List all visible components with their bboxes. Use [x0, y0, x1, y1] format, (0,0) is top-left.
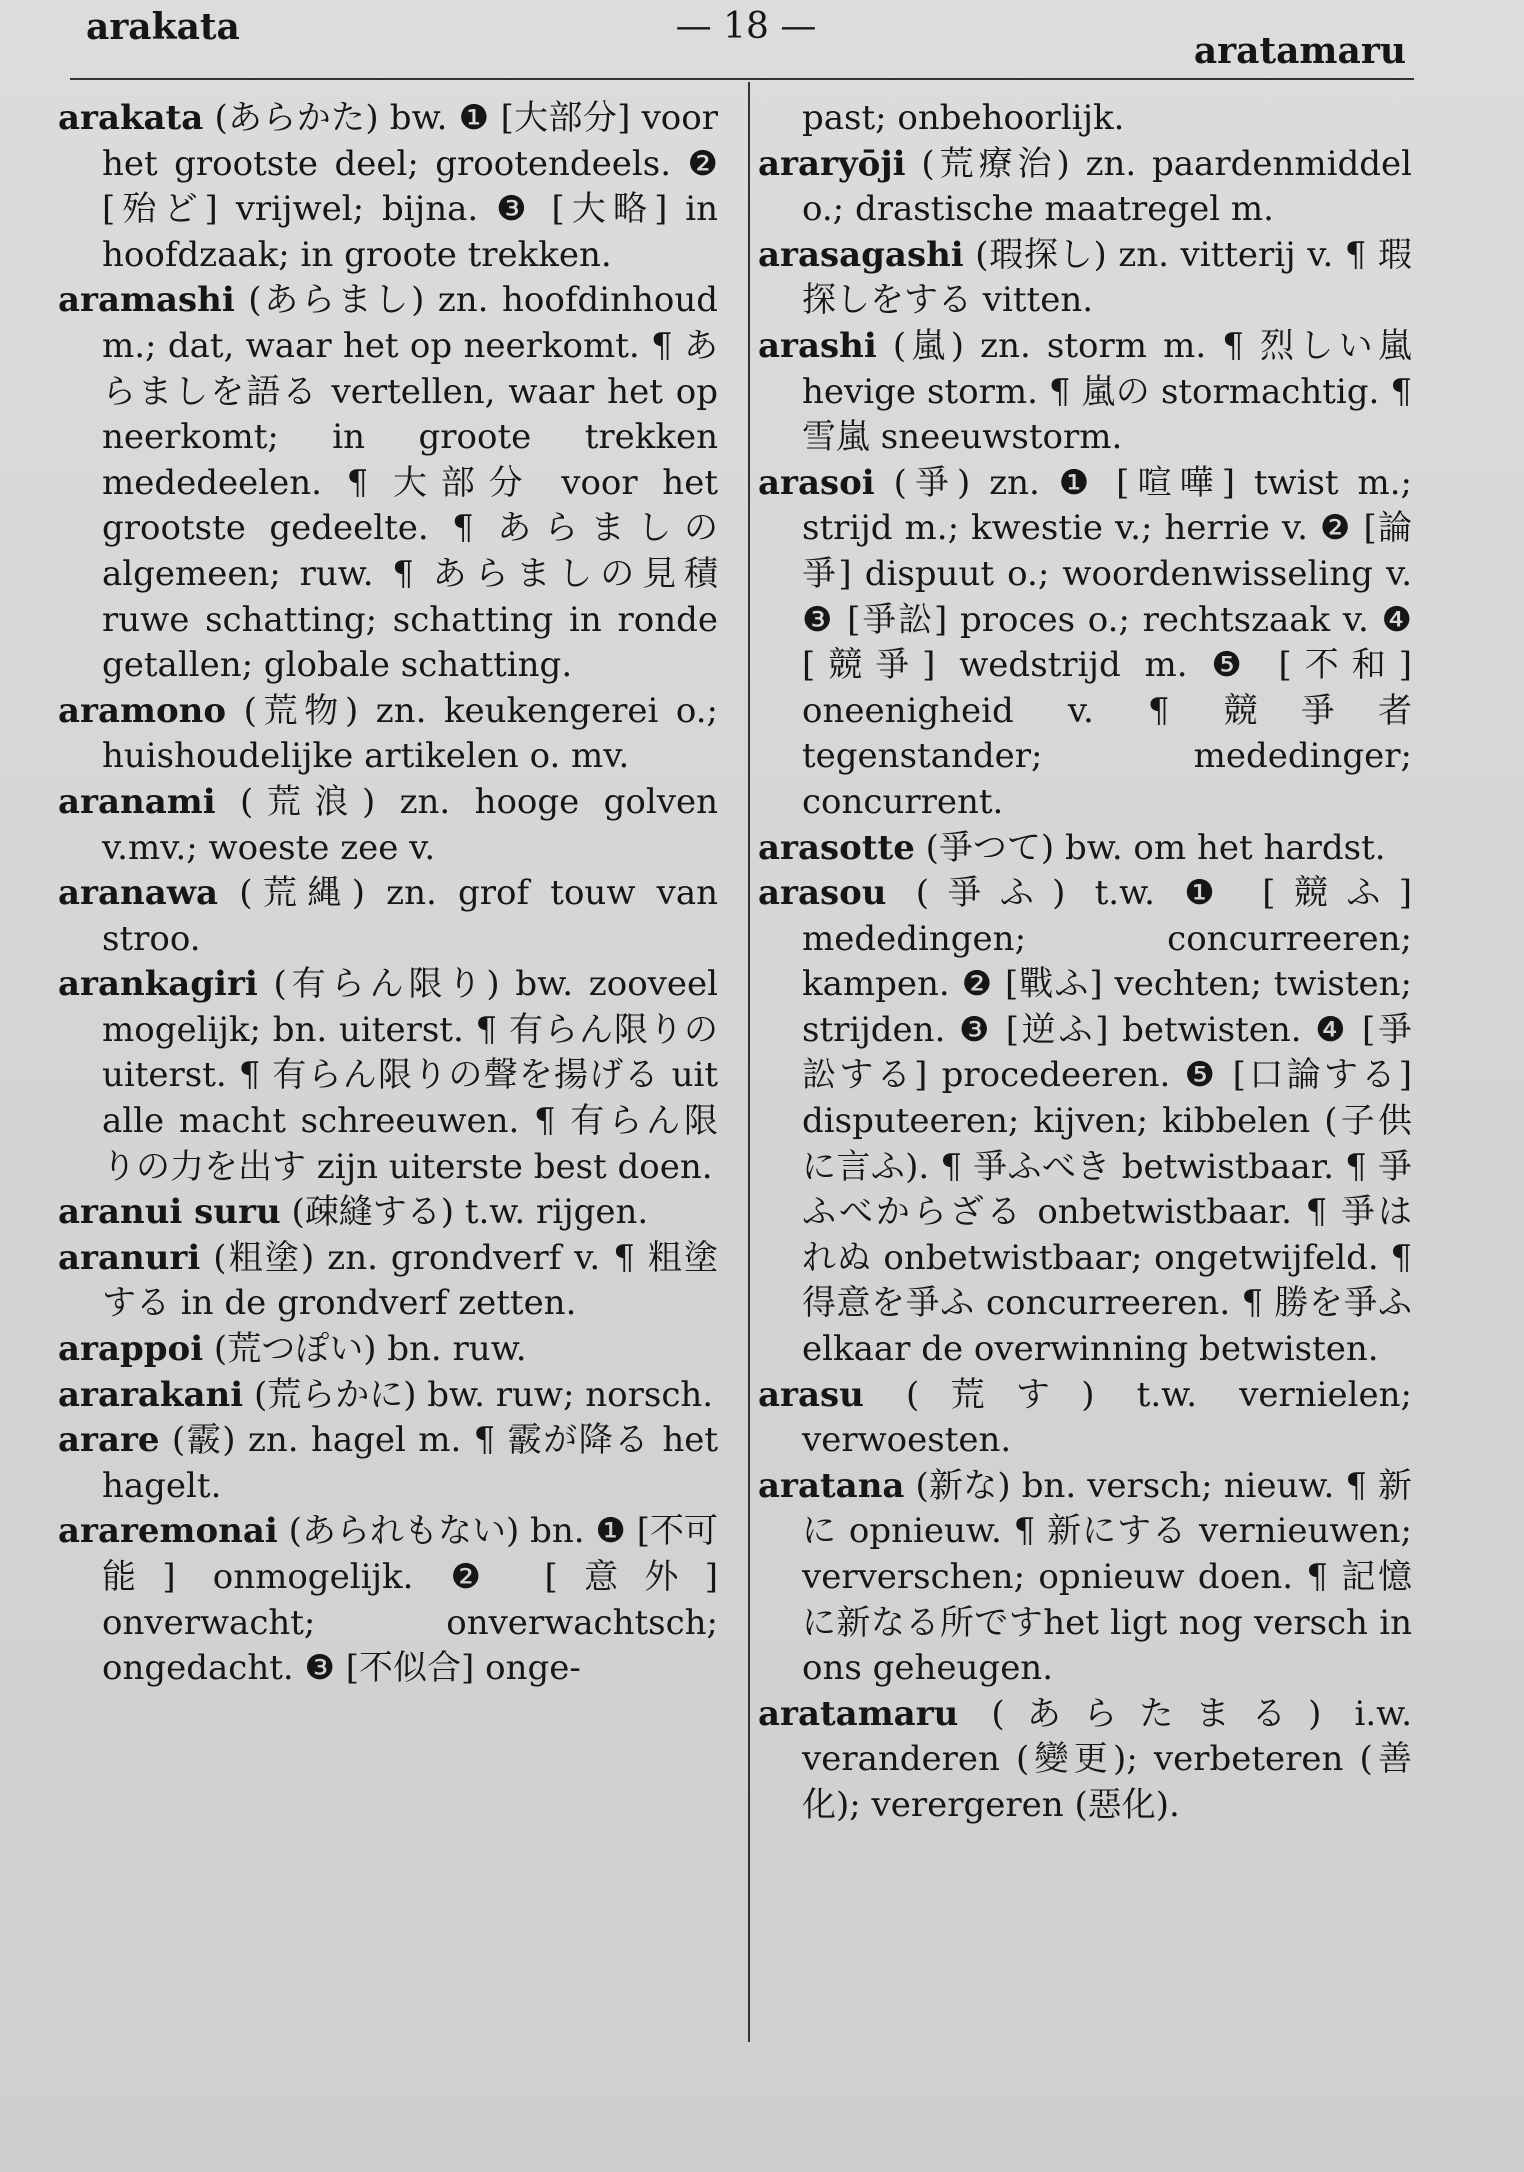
dictionary-entry	[58, 871, 718, 962]
entry-headword: aratamaru	[758, 1693, 959, 1734]
entry-definition: (荒す) t.w. vernielen; verwoesten.	[802, 1374, 1412, 1461]
entry-headword: arakata	[58, 98, 204, 138]
entry-definition: (あらたまる) i.w. veranderen (變更); verbeteren (善化); verergeren (惡化).	[802, 1693, 1412, 1825]
entry-definition: (荒療治) zn. paardenmiddel o.; drastische maatregel m.	[802, 143, 1412, 230]
dictionary-entry-continuation	[758, 96, 1412, 142]
dictionary-entry	[758, 324, 1412, 461]
dictionary-entry	[758, 1692, 1412, 1829]
dictionary-entry	[58, 1373, 718, 1419]
dictionary-entry	[58, 278, 718, 688]
entry-definition: (疎縫する) t.w. rijgen.	[280, 1192, 649, 1233]
entry-headword: aratana	[758, 1465, 905, 1506]
entry-headword: araryōji	[758, 143, 906, 184]
entry-headword: arasoi	[758, 462, 875, 503]
entry-definition: (あらまし) zn. hoofdinhoud m.; dat, waar het op neerkomt. ¶ あらましを語る vertellen, waar het op neerkomt; in groote trekken mededeelen. ¶ 大部分 voor het grootste gedeelte. ¶ あらましの algemeen; ruw. ¶ あらましの見積 ruwe schatting; schatting in ronde getallen; globale schatting.	[102, 280, 718, 686]
entry-definition: (荒縄) zn. grof touw van stroo.	[102, 873, 718, 959]
entry-headword: aramashi	[58, 280, 235, 321]
dictionary-entry	[758, 871, 1412, 1373]
entry-headword: arankagiri	[58, 964, 258, 1005]
page-header	[86, 6, 1406, 86]
entry-definition: (荒らかに) bw. ruw; norsch.	[243, 1374, 714, 1415]
dictionary-entry	[58, 689, 718, 780]
dictionary-entry	[58, 1190, 718, 1236]
column-divider	[748, 82, 750, 2042]
entry-headword: arashi	[758, 325, 877, 366]
entry-headword: arare	[58, 1420, 160, 1461]
entry-definition: (あらかた) bw. ❶ [大部分] voor het grootste deel; grootendeels. ❷ [殆ど] vrijwel; bijna. ❸ [大略] in hoofdzaak; in groote trekken.	[102, 98, 718, 275]
dictionary-entry	[58, 1418, 718, 1509]
entry-headword: arasagashi	[758, 234, 964, 275]
left-column	[58, 96, 718, 1692]
dictionary-entry	[758, 826, 1412, 872]
entry-headword: aranami	[58, 781, 216, 822]
dictionary-entry	[58, 1236, 718, 1327]
entry-headword: arasu	[758, 1374, 864, 1415]
entry-headword: arasou	[758, 873, 887, 914]
dictionary-entry	[758, 461, 1412, 826]
entry-headword: aramono	[58, 690, 227, 731]
entry-definition: (爭ふ) t.w. ❶ [競ふ] mededingen; concurreeren; kampen. ❷ [戰ふ] vechten; twisten; strijden. ❸ [逆ふ] betwisten. ❹ [爭訟する] procedeeren. ❺ [口論する] disputeeren; kijven; kibbelen (子供に言ふ). ¶ 爭ふべき betwistbaar. ¶ 爭ふべからざる onbetwistbaar. ¶ 爭はれぬ onbetwistbaar; ongetwijfeld. ¶ 得意を爭ふ concurreeren. ¶ 勝を爭ふ elkaar de overwinning betwisten.	[802, 873, 1412, 1370]
entry-headword: aranuri	[58, 1237, 201, 1278]
entry-definition: (あられもない) bn. ❶ [不可能] onmogelijk. ❷ [意外] onverwacht; onverwachtsch; ongedacht. ❸ [不似合] onge-	[102, 1511, 718, 1689]
entry-headword: ararakani	[58, 1374, 244, 1415]
entry-headword: aranawa	[58, 873, 219, 914]
entry-definition: (爭) zn. ❶ [喧嘩] twist m.; strijd m.; kwestie v.; herrie v. ❷ [論爭] dispuut o.; woordenwisseling v. ❸ [爭訟] proces o.; rechtszaak v. ❹ [競爭] wedstrijd m. ❺ [不和] oneenigheid v. ¶ 競爭者 tegenstander; mededinger; concurrent.	[802, 462, 1412, 822]
dictionary-entry	[758, 233, 1412, 324]
entry-definition: past; onbehoorlijk.	[802, 98, 1125, 138]
dictionary-entry	[758, 1373, 1412, 1464]
entry-headword: arappoi	[58, 1329, 204, 1370]
entry-definition: (荒浪) zn. hooge golven v.mv.; woeste zee v.	[102, 781, 718, 868]
entry-headword: arasotte	[758, 827, 915, 868]
dictionary-entry	[58, 780, 718, 871]
entry-headword: araremonai	[58, 1511, 278, 1552]
entry-definition: (荒物) zn. keukengerei o.; huishoudelijke artikelen o. mv.	[102, 690, 718, 777]
right-column	[758, 96, 1412, 1829]
dictionary-entry	[758, 1464, 1412, 1692]
entry-definition: (新な) bn. versch; nieuw. ¶ 新に opnieuw. ¶ 新にする vernieuwen; ververschen; opnieuw doen. ¶ 記憶に新なる所ですhet ligt nog versch in ons geheugen.	[802, 1465, 1412, 1689]
header-rule	[70, 78, 1414, 80]
entry-definition: (粗塗) zn. grondverf v. ¶ 粗塗する in de grondverf zetten.	[102, 1237, 718, 1324]
dictionary-entry	[58, 962, 718, 1190]
entry-definition: (霰) zn. hagel m. ¶ 霰が降る het hagelt.	[102, 1420, 718, 1506]
entry-definition: (爭つて) bw. om het hardst.	[914, 827, 1386, 868]
dictionary-entry	[58, 1509, 718, 1691]
page-number: — 18 —	[675, 6, 817, 47]
running-head-left: arakata	[86, 6, 240, 48]
entry-definition: (嵐) zn. storm m. ¶ 烈しい嵐 hevige storm. ¶ 嵐の stormachtig. ¶ 雪嵐 sneeuwstorm.	[802, 325, 1412, 458]
running-head-right: aratamaru	[1193, 30, 1406, 72]
dictionary-entry	[758, 142, 1412, 233]
dictionary-entry	[58, 1327, 718, 1373]
entry-definition: (荒つぽい) bn. ruw.	[203, 1329, 527, 1370]
entry-definition: (瑕探し) zn. vitterij v. ¶ 瑕探しをする vitten.	[802, 234, 1412, 321]
dictionary-entry	[58, 96, 718, 278]
entry-headword: aranui suru	[58, 1192, 281, 1233]
entry-definition: (有らん限り) bw. zooveel mogelijk; bn. uiterst. ¶ 有らん限りの uiterst. ¶ 有らん限りの聲を揚げる uit alle macht schreeuwen. ¶ 有らん限りの力を出す zijn uiterste best doen.	[102, 964, 718, 1187]
